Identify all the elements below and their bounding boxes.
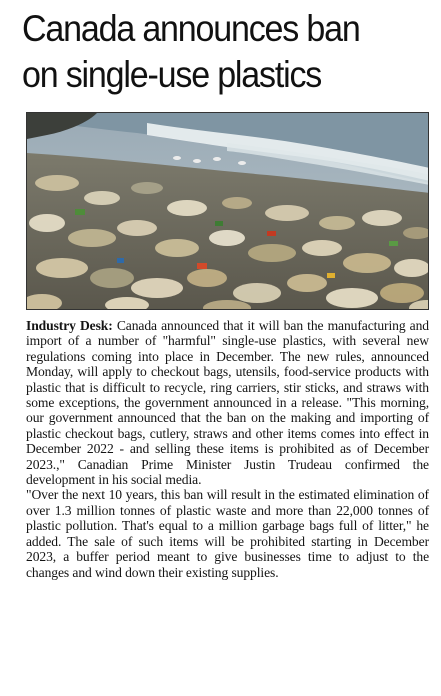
article-body <box>26 318 429 580</box>
article-photo <box>26 112 429 310</box>
paragraph-2: "Over the next 10 years, this ban will result in the estimated elimination of over 1.3 million tonnes of plastic waste and more than 22,000 tonnes of plastic pollution. That's equal to a million garbage bags full of litter," he added. The sale of such items will be prohibited starting in December 2023, a buffer period meant to give businesses time to adjust to the changes and wind down their existing supplies. <box>26 487 429 580</box>
headline-line-2: on single-use plastics <box>22 54 322 95</box>
headline-line-1: Canada announces ban <box>22 8 360 49</box>
paragraph-1-text: Canada announced that it will ban the manufacturing and import of a number of "harmful" single-use plastics, with several new regulations coming into place in December. The new rules, announced Monday, will apply to checkout bags, utensils, food-service products with plastic that is difficult to recycle, ring carriers, stir sticks, and straws with some exceptions, the government announced in a release. "This morning, our government announced that the ban on the making and importing of plastic checkout bags, cutlery, straws and other items comes into effect in December 2022 - and selling these items is prohibited as of December 2023.," Canadian Prime Minister Justin Trudeau confirmed the development in his social media. <box>26 318 429 488</box>
paragraph-1 <box>26 318 429 487</box>
headline <box>22 6 399 98</box>
plastic-waste-beach-photo-icon <box>27 113 429 310</box>
dateline: Industry Desk: <box>26 318 113 333</box>
